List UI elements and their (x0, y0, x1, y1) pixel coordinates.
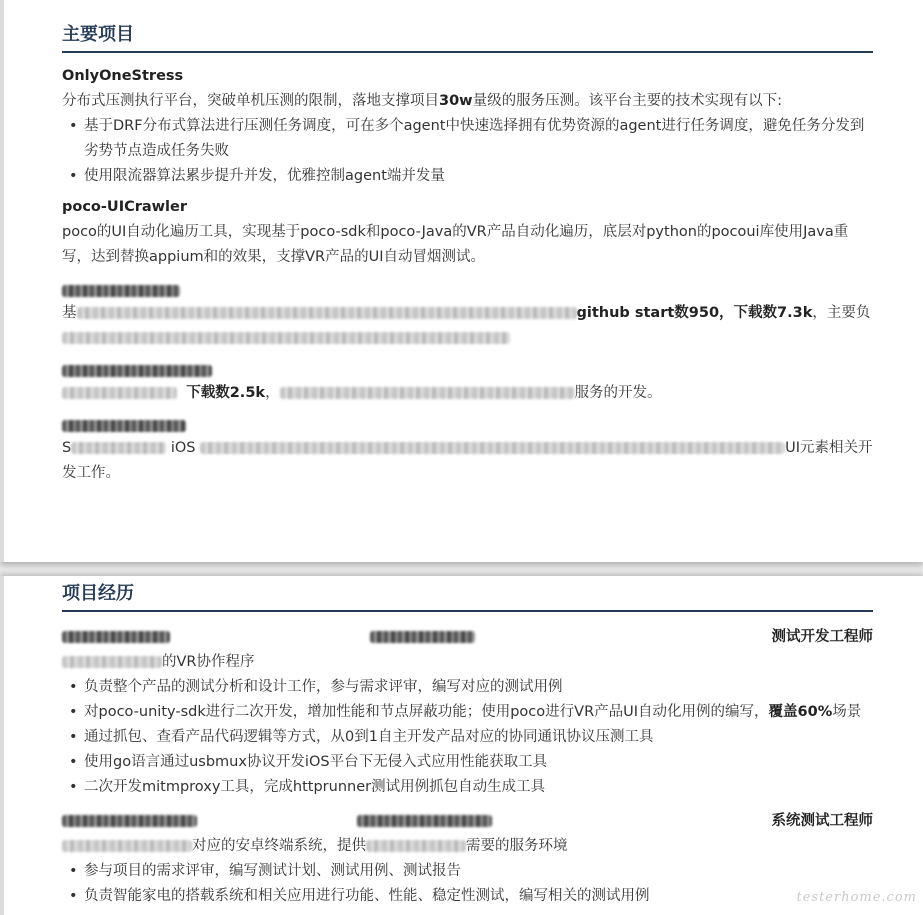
redacted-text (62, 365, 212, 377)
redacted-text (62, 840, 192, 852)
resume-page-2 (0, 576, 923, 915)
list-item: • 参与项目的需求评审，编写测试计划、测试用例、测试报告 (62, 859, 873, 884)
redacted-text (62, 631, 170, 643)
job-role-1: 测试开发工程师 (771, 629, 873, 645)
project-desc-poco-uicrawler: poco的UI自动化遍历工具，实现基于poco-sdk和poco-Java的VR产品自动化遍历，底层对python的pocoui库使用Java重写，达到替换appium和的效果，支撑VR产品的UI自动冒烟测试。 (62, 224, 849, 265)
list-item: • 基于DRF分布式算法进行压测任务调度，可在多个agent中快速选择拥有优势资源的agent进行任务调度，避免任务分发到劣势节点造成任务失败 (62, 114, 873, 164)
project-title-poco-uicrawler: poco-UICrawler (62, 199, 188, 215)
section-title-main-projects: 主要项目 (62, 20, 873, 53)
list-item: • 使用go语言通过usbmux协议开发iOS平台下无侵入式应用性能获取工具 (62, 750, 873, 775)
list-item: • 负责整个产品的测试分析和设计工作，参与需求评审，编写对应的测试用例 (62, 675, 873, 700)
redacted-text (62, 656, 162, 668)
job-subtitle-2: 对应的安卓终端系统，提供 需要的服务环境 (62, 834, 873, 859)
bullet-list-job-2 (62, 859, 873, 909)
redacted-text (62, 285, 180, 297)
redacted-text (62, 332, 510, 344)
bullet-list-job-1 (62, 675, 873, 800)
list-item: • 负责智能家电的搭载系统和相关应用进行功能、性能、稳定性测试，编写相关的测试用例 (62, 884, 873, 909)
watermark: testerhome.com (796, 890, 917, 905)
redacted-text (62, 420, 186, 432)
redacted-text (370, 631, 475, 643)
job-role-2: 系统测试工程师 (771, 813, 873, 829)
list-item: • 二次开发mitmproxy工具，完成httprunner测试用例抓包自动生成工具 (62, 775, 873, 800)
job-subtitle-1: 的VR协作程序 (62, 650, 873, 675)
list-item: • 使用限流器算法累步提升并发，优雅控制agent端并发量 (62, 164, 873, 189)
job-header-1 (62, 624, 873, 650)
redacted-text (366, 840, 466, 852)
redacted-text (77, 307, 577, 319)
list-item: • 对poco-unity-sdk进行二次开发，增加性能和节点屏蔽功能；使用poco进行VR产品UI自动化用例的编写，覆盖60%场景 (62, 700, 873, 725)
section-title-experience: 项目经历 (62, 579, 873, 612)
project-desc-onlyonestress: 分布式压测执行平台，突破单机压测的限制，落地支撑项目30w量级的服务压测。该平台主要的技术实现有以下: (62, 93, 782, 109)
redacted-project-title-3 (62, 283, 873, 301)
redacted-text (357, 815, 492, 827)
project-title-onlyonestress: OnlyOneStress (62, 68, 184, 84)
project-desc-4: 下载数2.5k， 服务的开发。 (62, 381, 873, 406)
project-desc-5: S iOS UI元素相关开 发工作。 (62, 440, 873, 481)
redacted-project-title-5 (62, 418, 873, 436)
experience-section (62, 579, 873, 909)
redacted-text (280, 387, 575, 399)
redacted-project-title-4 (62, 363, 873, 381)
project-desc-3: 基 github start数950，下载数7.3k，主要负 (62, 301, 873, 351)
job-header-2 (62, 808, 873, 834)
list-item: • 通过抓包、查看产品代码逻辑等方式，从0到1自主开发产品对应的协同通讯协议压测工具 (62, 725, 873, 750)
redacted-text (62, 387, 177, 399)
redacted-text (200, 442, 785, 454)
bullet-list-onlyonestress (62, 114, 873, 189)
main-projects-section (62, 20, 873, 486)
redacted-text (62, 815, 197, 827)
redacted-text (71, 442, 166, 454)
